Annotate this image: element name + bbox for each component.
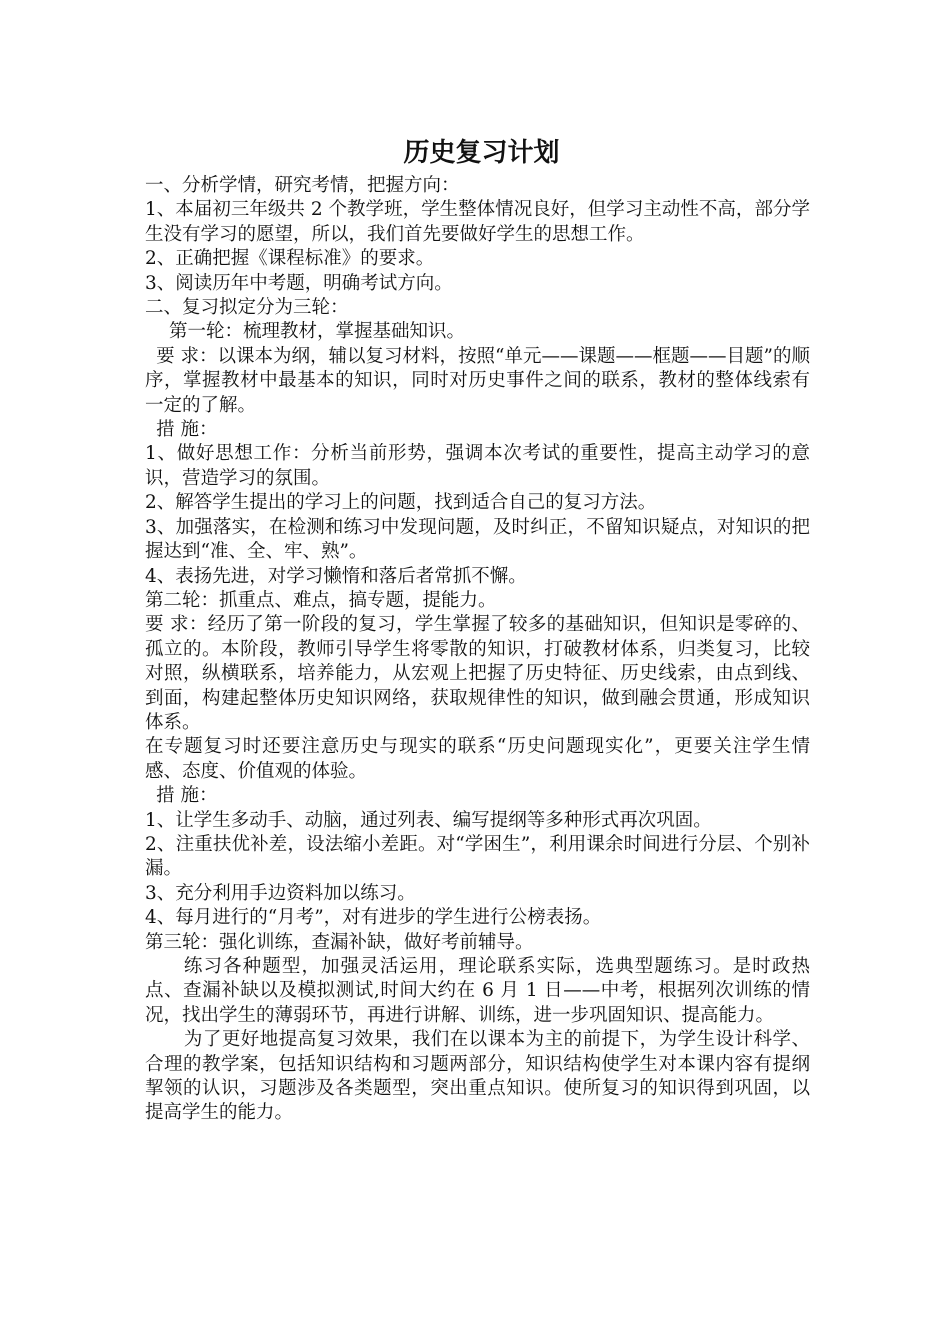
round-2-requirements: 要 求：经历了第一阶段的复习，学生掌握了较多的基础知识，但知识是零碎的、孤立的。本阶段，教师引导学生将零散的知识，打破教材体系，归类复习，比较对照，纵横联系，培养能力，从宏观上把握了历史特征、历史线索，由点到线、到面，构建起整体历史知识网络，获取规律性的知识，做到融会贯通，形成知识体系。	[145, 614, 810, 733]
round-1-requirements: 要 求：以课本为纲，辅以复习材料，按照“单元——课题——框题——目题”的顺序，掌握教材中最基本的知识，同时对历史事件之间的联系，教材的整体线索有一定的了解。	[145, 345, 810, 416]
paragraph: 4、表扬先进，对学习懒惰和落后者常抓不懈。	[145, 565, 527, 587]
section-heading-1: 一、分析学情，研究考情，把握方向：	[145, 175, 460, 196]
paragraph: 练习各种题型，加强灵活运用，理论联系实际，选典型题练习。是时政热点、查漏补缺以及模拟测试,时间大约在 6 月 1 日——中考，根据列次训练的情况，找出学生的薄弱环节，再进行讲解、训练，进一步巩固知识、提高能力。	[145, 956, 810, 1026]
paragraph: 2、注重扶优补差，设法缩小差距。对“学困生”，利用课余时间进行分层、个别补漏。	[145, 833, 810, 880]
paragraph: 1、让学生多动手、动脑，通过列表、编写提纲等多种形式再次巩固。	[145, 809, 712, 831]
round-2-measures-label: 措 施：	[156, 785, 218, 807]
paragraph: 4、每月进行的“月考”，对有进步的学生进行公榜表扬。	[145, 907, 602, 929]
paragraph: 3、充分利用手边资料加以练习。	[145, 882, 416, 904]
paragraph: 1、本届初三年级共 2 个教学班，学生整体情况良好，但学习主动性不高，部分学生没有学习的愿望，所以，我们首先要做好学生的思想工作。	[145, 199, 810, 245]
paragraph: 3、阅读历年中考题，明确考试方向。	[145, 272, 453, 294]
paragraph: 在专题复习时还要注意历史与现实的联系“历史问题现实化”，更要关注学生情感、态度、价值观的体验。	[145, 736, 810, 782]
round-1-measures-label: 措 施：	[156, 419, 218, 441]
round-2-heading: 第二轮：抓重点、难点，搞专题，提能力。	[145, 589, 497, 611]
paragraph: 3、加强落实，在检测和练习中发现问题，及时纠正，不留知识疑点，对知识的把握达到“准、全、牢、熟”。	[145, 516, 810, 563]
section-heading-2: 二、复习拟定分为三轮：	[145, 297, 349, 319]
document-page	[145, 136, 810, 1126]
document-title: 历史复习计划	[403, 138, 560, 168]
paragraph: 2、解答学生提出的学习上的问题，找到适合自己的复习方法。	[145, 492, 657, 514]
round-3-heading: 第三轮：强化训练，查漏补缺，做好考前辅导。	[145, 931, 534, 953]
paragraph: 为了更好地提高复习效果，我们在以课本为主的前提下，为学生设计科学、合理的教学案，包括知识结构和习题两部分，知识结构使学生对本课内容有提纲挈领的认识，习题涉及各类题型，突出重点知识。使所复习的知识得到巩固，以提高学生的能力。	[145, 1029, 810, 1124]
paragraph: 2、正确把握《课程标准》的要求。	[145, 248, 435, 270]
paragraph: 1、做好思想工作：分析当前形势，强调本次考试的重要性，提高主动学习的意识，营造学习的氛围。	[145, 443, 810, 489]
round-1-heading: 第一轮：梳理教材，掌握基础知识。	[169, 321, 466, 343]
